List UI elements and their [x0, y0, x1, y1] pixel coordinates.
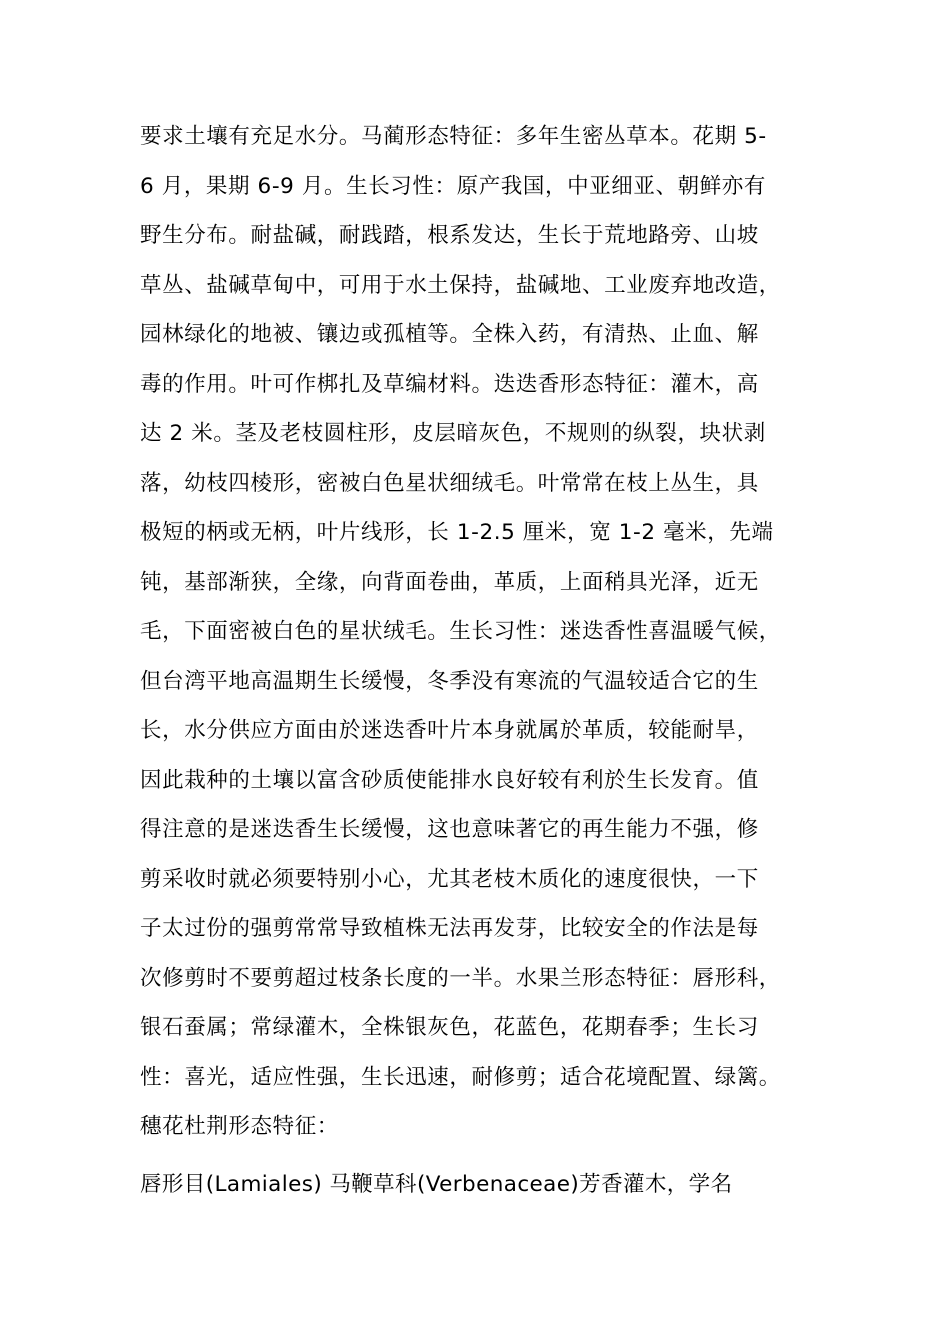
body-text: [140, 112, 820, 1209]
text-line-last: 唇形目(Lamiales) 马鞭草科(Verbenaceae)芳香灌木，学名: [140, 1171, 733, 1197]
text-line: 穗花杜荆形态特征：: [140, 1114, 339, 1139]
text-line: 银石蚕属；常绿灌木，全株银灰色，花蓝色，花期春季；生长习: [140, 1015, 759, 1040]
text-line: 落，幼枝四棱形，密被白色星状细绒毛。叶常常在枝上丛生，具: [140, 470, 759, 496]
text-line: 毛，下面密被白色的星状绒毛。生长习性：迷迭香性喜温暖气候，: [140, 619, 781, 644]
text-line: 因此栽种的土壤以富含砂质使能排水良好较有利於生长发育。值: [140, 767, 759, 793]
text-line: 得注意的是迷迭香生长缓慢，这也意味著它的再生能力不强，修: [140, 817, 759, 842]
text-line: 钝，基部渐狭，全缘，向背面卷曲，革质，上面稍具光泽，近无: [140, 569, 759, 595]
text-line: 野生分布。耐盐碱，耐践踏，根系发达，生长于荒地路旁、山坡: [140, 223, 759, 248]
text-line: 次修剪时不要剪超过枝条长度的一半。水果兰形态特征：唇形科，: [140, 965, 781, 991]
text-line: 性：喜光，适应性强，生长迅速，耐修剪；适合花境配置、绿篱。: [140, 1064, 781, 1090]
text-line: 毒的作用。叶可作梆扎及草编材料。迭迭香形态特征：灌木，高: [140, 371, 759, 397]
text-line: 草丛、盐碱草甸中，可用于水土保持，盐碱地、工业废弃地改造，: [140, 272, 781, 298]
text-line: 极短的柄或无柄，叶片线形，长 1-2.5 厘米，宽 1-2 毫米，先端: [140, 520, 774, 545]
text-line: 子太过份的强剪常常导致植株无法再发芽，比较安全的作法是每: [140, 916, 759, 941]
text-line: 但台湾平地高温期生长缓慢，冬季没有寒流的气温较适合它的生: [140, 668, 759, 694]
text-line: 园林绿化的地被、镶边或孤植等。全株入药，有清热、止血、解: [140, 322, 759, 347]
text-line: 达 2 米。茎及老枝圆柱形，皮层暗灰色，不规则的纵裂，块状剥: [140, 421, 766, 446]
text-line: 长，水分供应方面由於迷迭香叶片本身就属於革质，较能耐旱，: [140, 718, 759, 743]
text-line: 6 月，果期 6-9 月。生长习性：原产我国，中亚细亚、朝鲜亦有: [140, 173, 766, 199]
text-line: 要求土壤有充足水分。马蔺形态特征：多年生密丛草本。花期 5-: [140, 124, 767, 149]
text-line: 剪采收时就必须要特别小心，尤其老枝木质化的速度很快，一下: [140, 866, 759, 892]
